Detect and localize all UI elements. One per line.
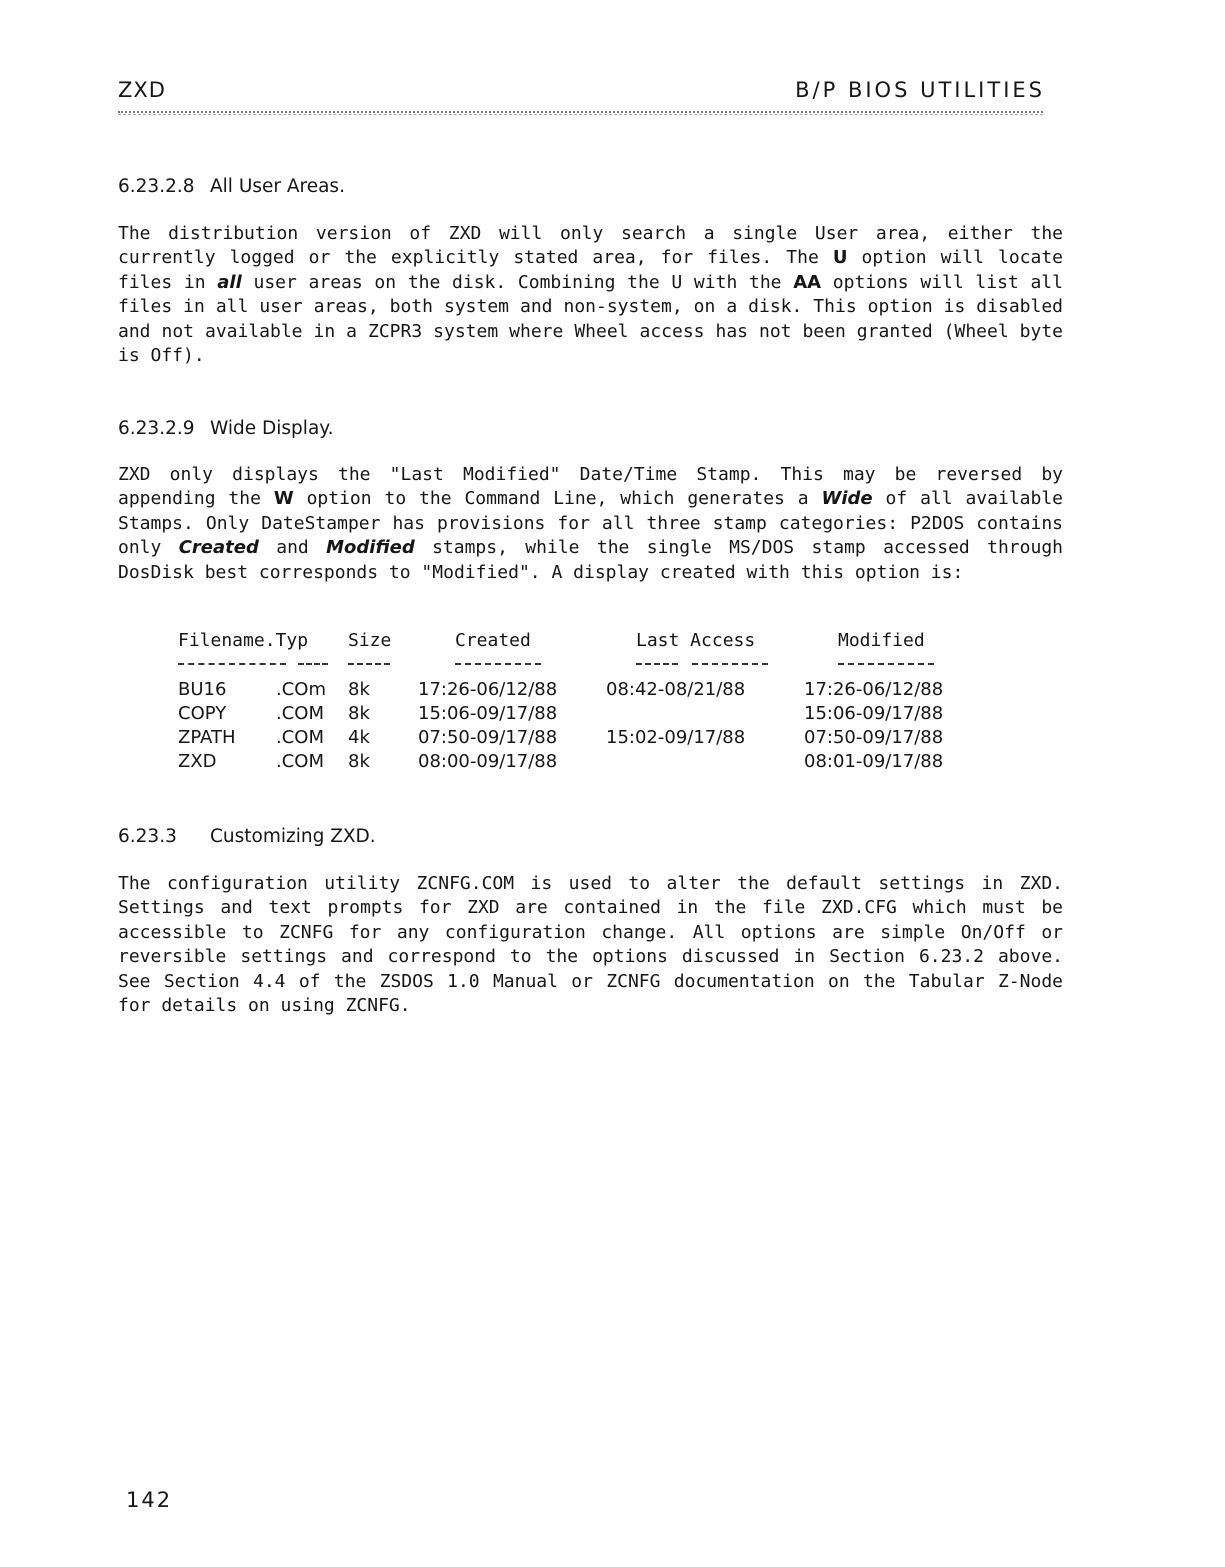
emphasis-text: Modified [326,537,415,559]
section-heading-wide-display [118,418,333,439]
header-size: Size [348,630,392,651]
cell-type: .COm [276,679,326,700]
listing-row [178,727,998,751]
cell-last-access: 15:02-09/17/88 [606,727,746,748]
cell-type: .COM [276,703,324,724]
listing-header-row [178,630,998,653]
underline-filename [178,663,286,665]
cell-last-access: 08:42-08/21/88 [606,679,746,700]
paragraph-text: stamps, while the single MS/DOS stamp accessed through DosDisk best corresponds to "Modified". A display created with this option is: [118,537,1063,583]
directory-listing [178,630,998,775]
paragraph-text: option to the Command Line, which generates a [293,488,822,510]
section-number: 6.23.2.8 [118,176,195,197]
paragraph-text: options will list all files in all user areas, both system and non-system, on a disk. This option is disabled and not available in a ZCPR3 system where Wheel access has not been granted (Wheel byte is Off). [118,271,1063,367]
underline-size [348,663,390,665]
underline-type [298,663,328,665]
listing-row [178,679,998,703]
paragraph-wide-display [118,463,1063,585]
emphasis-text: Wide [821,488,873,510]
cell-created: 08:00-09/17/88 [418,751,558,772]
paragraph-customizing [118,872,1063,1018]
cell-modified: 15:06-09/17/88 [804,703,944,724]
paragraph-text: and [258,537,327,559]
section-title: Wide Display. [210,418,334,439]
listing-rows [178,679,998,775]
header-rule [118,111,1043,113]
underline-last [636,663,678,665]
section-title: All User Areas. [210,176,345,197]
cell-created: 17:26-06/12/88 [418,679,558,700]
cell-modified: 07:50-09/17/88 [804,727,944,748]
paragraph-text: ZXD only displays the "Last Modified" Date/Time Stamp. This may be reversed by appending the [118,464,1063,510]
paragraph-all-user-areas [118,222,1063,368]
cell-created: 15:06-09/17/88 [418,703,558,724]
running-header-left: ZXD [118,78,166,102]
cell-type: .COM [276,727,324,748]
emphasis-text: all [217,271,242,293]
underline-created [455,663,541,665]
paragraph-text: user areas on the disk. Combining the U with the [241,271,794,293]
cell-modified: 08:01-09/17/88 [804,751,944,772]
option-letter: AA [793,271,822,293]
cell-size: 8k [348,679,370,700]
section-title: Customizing ZXD. [210,826,376,847]
paragraph-text: option will locate files in [118,247,1064,293]
paragraph-text: of all available Stamps. Only DateStamper has provisions for all three stamp categories: P2DOS contains only [118,488,1064,559]
option-letter: U [832,247,848,269]
header-created: Created [455,630,531,651]
cell-size: 4k [348,727,370,748]
emphasis-text: Created [178,537,259,559]
cell-filename: BU16 [178,679,227,700]
cell-size: 8k [348,751,370,772]
cell-filename: ZXD [178,751,217,772]
cell-modified: 17:26-06/12/88 [804,679,944,700]
header-filename: Filename.Typ [178,630,309,651]
section-heading-customizing [118,826,376,847]
section-number: 6.23.3 [118,826,177,847]
cell-filename: ZPATH [178,727,236,748]
cell-type: .COM [276,751,324,772]
section-number: 6.23.2.9 [118,418,195,439]
underline-modified [838,663,934,665]
header-last-access: Last Access [636,630,756,651]
running-header-right: B/P BIOS UTILITIES [795,78,1045,102]
paragraph-text: The configuration utility ZCNFG.COM is used to alter the default settings in ZXD. Settings and text prompts for ZXD are contained in the file ZXD.CFG which must be accessible to ZCNFG for any configuration change. All options are simple On/Off or reversible settings and correspond to the options discussed in Section 6.23.2 above. See Section 4.4 of the ZSDOS 1.0 Manual or ZCNFG documentation on the Tabular Z-Node for details on using ZCNFG. [118,873,1063,1017]
section-heading-all-user-areas [118,176,345,197]
listing-underline-row [178,653,998,679]
page-number: 142 [126,1488,173,1512]
underline-access [692,663,768,665]
header-rule-secondary [118,114,1043,115]
listing-row [178,751,998,775]
header-modified: Modified [838,630,925,651]
cell-size: 8k [348,703,370,724]
option-letter: W [273,488,294,510]
paragraph-text: The distribution version of ZXD will only search a single User area, either the currently logged or the explicitly stated area, for files. The [118,223,1063,269]
cell-filename: COPY [178,703,227,724]
listing-row [178,703,998,727]
cell-created: 07:50-09/17/88 [418,727,558,748]
